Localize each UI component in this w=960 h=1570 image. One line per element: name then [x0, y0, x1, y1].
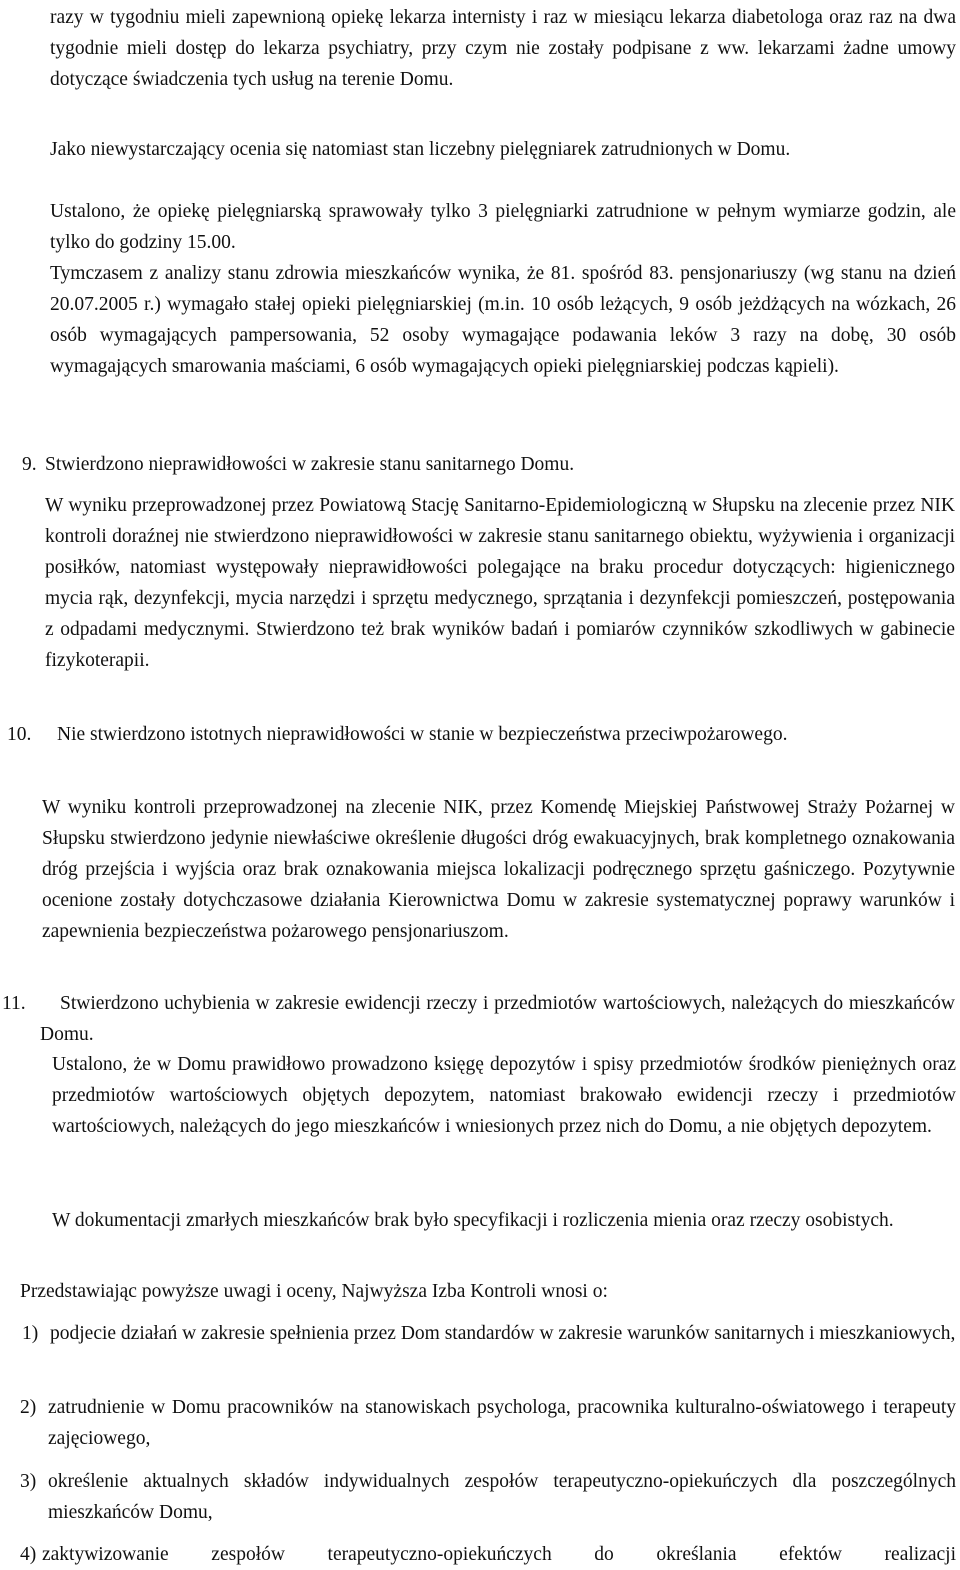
paragraph-nurse-staffing: Jako niewystarczający ocenia się natomiast stan liczebny pielęgniarek zatrudnionych w Domu.	[50, 139, 791, 160]
request-3-text: określenie aktualnych składów indywidualnych zespołów terapeutyczno-opiekuńczych dla poszczególnych mieszkańców Domu,	[48, 1471, 956, 1523]
item-11-heading: Stwierdzono uchybienia w zakresie ewidencji rzeczy i przedmiotów wartościowych, należących do mieszkańców Domu.	[40, 993, 955, 1045]
request-4-text: zaktywizowanie zespołów terapeutyczno-opiekuńczych do określania efektów realizacji	[42, 1544, 956, 1565]
item-11-number: 11.	[2, 993, 26, 1014]
conclusion-intro: Przedstawiając powyższe uwagi i oceny, Najwyższa Izba Kontroli wnosi o:	[20, 1281, 608, 1302]
paragraph-medical-care: razy w tygodniu mieli zapewnioną opiekę lekarza internisty i raz w miesiącu lekarza diabetologa oraz raz na dwa tygodnie mieli dostęp do lekarza psychiatry, przy czym nie zostały podpisane z ww. lekarzami żadne umowy dotyczące świadczenia tych usług na terenie Domu.	[50, 7, 956, 90]
request-1-text: podjecie działań w zakresie spełnienia przez Dom standardów w zakresie warunków sanitarnych i mieszkaniowych,	[50, 1323, 956, 1344]
paragraph-deposits: Ustalono, że w Domu prawidłowo prowadzono księgę depozytów i spisy przedmiotów środków pieniężnych oraz przedmiotów wartościowych objętych depozytem, natomiast brakowało ewidencji rzeczy i przedmiotów wartościowych, należących do jego mieszkańców i wniesionych przez nich do Domu, a nie objętych depozytem.	[52, 1054, 956, 1137]
paragraph-fire-safety: W wyniku kontroli przeprowadzonej na zlecenie NIK, przez Komendę Miejskiej Państwowej Straży Pożarnej w Słupsku stwierdzono jedynie niewłaściwe określenie długości dróg ewakuacyjnych, brak kompletnego oznakowania dróg przejścia i wyjścia oraz brak oznakowania miejsca lokalizacji podręcznego sprzętu gaśniczego. Pozytywnie ocenione zostały dotychczasowe działania Kierownictwa Domu w zakresie systematycznej poprawy warunków i zapewnienia bezpieczeństwa pożarowego pensjonariuszom.	[42, 797, 955, 942]
paragraph-deceased-documentation: W dokumentacji zmarłych mieszkańców brak było specyfikacji i rozliczenia mienia oraz rzeczy osobistych.	[52, 1210, 894, 1231]
request-1-number: 1)	[22, 1323, 39, 1344]
request-3-number: 3)	[20, 1471, 37, 1492]
request-4-number: 4)	[20, 1544, 37, 1565]
item-9-number: 9.	[22, 454, 37, 475]
item-10-heading: Nie stwierdzono istotnych nieprawidłowości w stanie w bezpieczeństwa przeciwpożarowego.	[57, 724, 788, 745]
paragraph-resident-health: Tymczasem z analizy stanu zdrowia mieszkańców wynika, że 81. spośród 83. pensjonariuszy (wg stanu na dzień 20.07.2005 r.) wymagało stałej opieki pielęgniarskiej (m.in. 10 osób leżących, 9 osób jeżdżących na wózkach, 26 osób wymagających pampersowania, 52 osoby wymagające podawania leków 3 razy na dobę, 30 osób wymagających smarowania maściami, 6 osób wymagających opieki pielęgniarskiej podczas kąpieli).	[50, 263, 956, 377]
item-10-number: 10.	[7, 724, 32, 745]
request-2-number: 2)	[20, 1397, 37, 1418]
paragraph-nurse-hours: Ustalono, że opiekę pielęgniarską sprawowały tylko 3 pielęgniarki zatrudnione w pełnym wymiarze godzin, ale tylko do godziny 15.00.	[50, 201, 956, 253]
item-9-heading: Stwierdzono nieprawidłowości w zakresie stanu sanitarnego Domu.	[45, 454, 575, 475]
request-2-text: zatrudnienie w Domu pracowników na stanowiskach psychologa, pracownika kulturalno-oświatowego i terapeuty zajęciowego,	[48, 1397, 956, 1449]
paragraph-sanitary-inspection: W wyniku przeprowadzonej przez Powiatową Stację Sanitarno-Epidemiologiczną w Słupsku na zlecenie przez NIK kontroli doraźnej nie stwierdzono nieprawidłowości w zakresie stanu sanitarnego obiektu, wyżywienia i organizacji posiłków, natomiast występowały nieprawidłowości polegające na braku procedur dotyczących: higienicznego mycia rąk, dezynfekcji, mycia narzędzi i sprzętu medycznego, sprzątania i dezynfekcji pomieszczeń, postępowania z odpadami medycznymi. Stwierdzono też brak wyników badań i pomiarów czynników szkodliwych w gabinecie fizykoterapii.	[45, 495, 955, 671]
